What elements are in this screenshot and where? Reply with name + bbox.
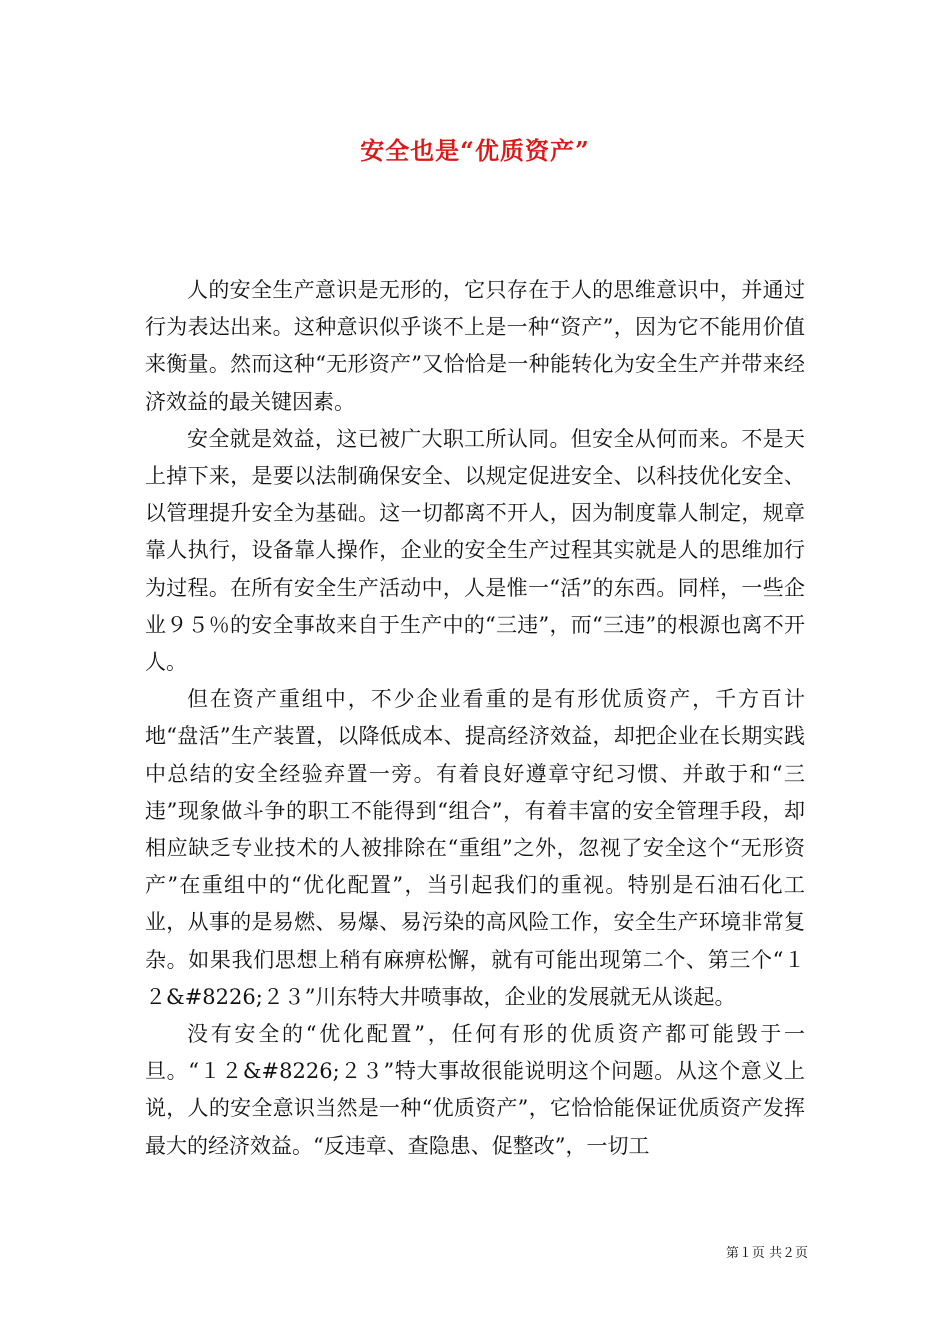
document-title: 安全也是“优质资产”: [360, 136, 590, 165]
page-number: 第１页 共２页: [725, 1246, 808, 1261]
paragraph-4: 没有安全的“优化配置”，任何有形的优质资产都可能毁于一旦。“１２&#8226;２３”特大事故很能说明这个问题。从这个意义上说，人的安全意识当然是一种“优质资产”，它恰恰能保证优质资产发挥最大的经济效益。“反违章、查隐患、促整改”，一切工: [145, 1022, 805, 1158]
paragraph-3: 但在资产重组中，不少企业看重的是有形优质资产，千方百计地“盘活”生产装置，以降低成本、提高经济效益，却把企业在长期实践中总结的安全经验弃置一旁。有着良好遵章守纪习惯、并敢于和“三违”现象做斗争的职工不能得到“组合”，有着丰富的安全管理手段，却相应缺乏专业技术的人被排除在“重组”之外，忽视了安全这个“无形资产”在重组中的“优化配置”，当引起我们的重视。特别是石油石化工业，从事的是易燃、易爆、易污染的高风险工作，安全生产环境非常复杂。如果我们思想上稍有麻痹松懈，就有可能出现第二个、第三个“１２&#8226;２３”川东特大井喷事故，企业的发展就无从谈起。: [145, 687, 805, 1009]
paragraph-1: 人的安全生产意识是无形的，它只存在于人的思维意识中，并通过行为表达出来。这种意识似乎谈不上是一种“资产”，因为它不能用价值来衡量。然而这种“无形资产”又恰恰是一种能转化为安全生产并带来经济效益的最关键因素。: [145, 278, 805, 414]
paragraph-2: 安全就是效益，这已被广大职工所认同。但安全从何而来。不是天上掉下来，是要以法制确保安全、以规定促进安全、以科技优化安全、以管理提升安全为基础。这一切都离不开人，因为制度靠人制定，规章靠人执行，设备靠人操作，企业的安全生产过程其实就是人的思维加行为过程。在所有安全生产活动中，人是惟一“活”的东西。同样，一些企业９５％的安全事故来自于生产中的“三违”，而“三违”的根源也离不开人。: [145, 426, 805, 675]
document-body: [145, 272, 805, 1165]
